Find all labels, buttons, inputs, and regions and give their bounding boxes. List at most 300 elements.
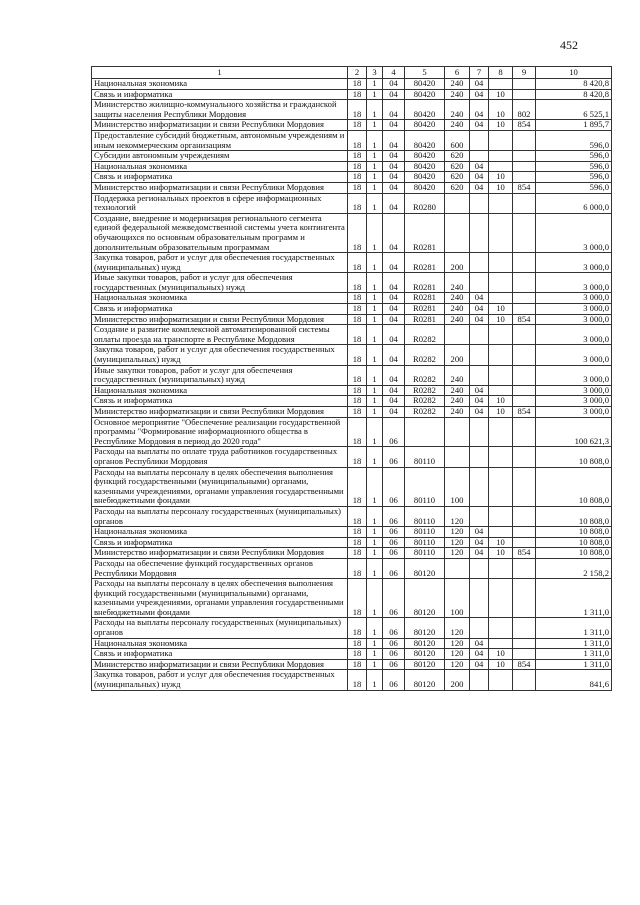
amount-cell: 10 808,0	[536, 506, 612, 526]
code-direction-cell: 80120	[405, 659, 445, 670]
code-direction-cell: 80110	[405, 447, 445, 467]
code-pr-cell	[489, 638, 513, 649]
code-vr-cell: 240	[445, 273, 470, 293]
code-grbs-cell	[513, 506, 536, 526]
code-pr-cell	[489, 506, 513, 526]
code-vr-cell: 200	[445, 670, 470, 690]
code-pr-cell: 10	[489, 182, 513, 193]
code-rz-cell: 04	[470, 172, 489, 183]
code-direction-cell: 80110	[405, 548, 445, 559]
code-gp-cell: 18	[348, 618, 367, 638]
code-om-cell: 06	[383, 558, 405, 578]
code-om-cell: 04	[383, 396, 405, 407]
code-direction-cell: 80110	[405, 527, 445, 538]
code-rz-cell	[470, 506, 489, 526]
amount-cell: 3 000,0	[536, 396, 612, 407]
row-name-cell: Расходы на выплаты персоналу в целях обеспечения выполнения функций государственными (муниципальными) органами, казенными учреждениями, органами управления государственными внебюджетными фондами	[92, 467, 348, 506]
code-vr-cell: 120	[445, 618, 470, 638]
code-gp-cell: 18	[348, 273, 367, 293]
column-header-7: 7	[470, 67, 489, 79]
code-vr-cell	[445, 325, 470, 345]
amount-cell: 596,0	[536, 161, 612, 172]
page-number: 452	[560, 38, 578, 52]
code-gp-cell: 18	[348, 537, 367, 548]
code-om-cell: 04	[383, 385, 405, 396]
code-vr-cell: 120	[445, 548, 470, 559]
row-name-cell: Закупка товаров, работ и услуг для обеспечения государственных (муниципальных) нужд	[92, 345, 348, 365]
code-vr-cell: 120	[445, 638, 470, 649]
code-rz-cell	[470, 151, 489, 162]
row-name-cell: Предоставление субсидий бюджетным, автономным учреждениям и иным некоммерческим организациям	[92, 130, 348, 150]
amount-cell: 3 000,0	[536, 213, 612, 252]
code-grbs-cell	[513, 670, 536, 690]
code-om-cell: 06	[383, 548, 405, 559]
code-pgp-cell: 1	[367, 304, 383, 315]
code-pgp-cell: 1	[367, 506, 383, 526]
code-pgp-cell: 1	[367, 273, 383, 293]
code-grbs-cell	[513, 89, 536, 100]
row-name-cell: Министерство информатизации и связи Республики Мордовия	[92, 314, 348, 325]
table-row	[92, 325, 612, 345]
code-om-cell: 04	[383, 314, 405, 325]
code-om-cell: 04	[383, 407, 405, 418]
row-name-cell: Национальная экономика	[92, 638, 348, 649]
code-grbs-cell	[513, 161, 536, 172]
code-pgp-cell: 1	[367, 79, 383, 90]
row-name-cell: Министерство информатизации и связи Республики Мордовия	[92, 120, 348, 131]
code-om-cell: 04	[383, 304, 405, 315]
table-body	[92, 79, 612, 691]
amount-cell: 3 000,0	[536, 365, 612, 385]
amount-cell: 1 311,0	[536, 649, 612, 660]
code-pr-cell: 10	[489, 407, 513, 418]
code-vr-cell: 240	[445, 79, 470, 90]
code-pgp-cell: 1	[367, 558, 383, 578]
code-rz-cell: 04	[470, 161, 489, 172]
code-vr-cell: 600	[445, 130, 470, 150]
code-direction-cell: R0282	[405, 407, 445, 418]
table-row	[92, 161, 612, 172]
code-gp-cell: 18	[348, 467, 367, 506]
code-direction-cell: R0280	[405, 193, 445, 213]
code-pr-cell: 10	[489, 89, 513, 100]
code-rz-cell: 04	[470, 548, 489, 559]
amount-cell: 10 808,0	[536, 447, 612, 467]
code-pr-cell	[489, 253, 513, 273]
code-vr-cell: 240	[445, 304, 470, 315]
code-direction-cell: 80120	[405, 638, 445, 649]
code-vr-cell: 240	[445, 89, 470, 100]
code-om-cell: 04	[383, 79, 405, 90]
code-vr-cell: 240	[445, 314, 470, 325]
code-grbs-cell	[513, 618, 536, 638]
code-grbs-cell	[513, 638, 536, 649]
code-pgp-cell: 1	[367, 447, 383, 467]
code-pgp-cell: 1	[367, 649, 383, 660]
code-pr-cell: 10	[489, 649, 513, 660]
amount-cell: 1 311,0	[536, 659, 612, 670]
table-row	[92, 314, 612, 325]
code-om-cell: 06	[383, 467, 405, 506]
code-direction-cell: R0282	[405, 345, 445, 365]
code-pgp-cell: 1	[367, 325, 383, 345]
code-rz-cell	[470, 417, 489, 447]
amount-cell: 1 895,7	[536, 120, 612, 131]
code-direction-cell: 80120	[405, 649, 445, 660]
table-row	[92, 193, 612, 213]
code-pr-cell	[489, 558, 513, 578]
code-pgp-cell: 1	[367, 314, 383, 325]
code-om-cell: 04	[383, 100, 405, 120]
table-row	[92, 120, 612, 131]
code-gp-cell: 18	[348, 89, 367, 100]
code-pr-cell	[489, 161, 513, 172]
table-row	[92, 527, 612, 538]
code-pgp-cell: 1	[367, 670, 383, 690]
row-name-cell: Основное мероприятие "Обеспечение реализации государственной программы "Формирование информационного общества в Республике Мордовия в период до 2020 года"	[92, 417, 348, 447]
amount-cell: 3 000,0	[536, 273, 612, 293]
code-rz-cell: 04	[470, 396, 489, 407]
code-direction-cell: R0282	[405, 365, 445, 385]
code-grbs-cell	[513, 417, 536, 447]
column-header-3: 3	[367, 67, 383, 79]
column-header-9: 9	[513, 67, 536, 79]
code-rz-cell	[470, 558, 489, 578]
code-vr-cell: 120	[445, 649, 470, 660]
code-gp-cell: 18	[348, 293, 367, 304]
amount-cell: 3 000,0	[536, 293, 612, 304]
code-om-cell: 04	[383, 273, 405, 293]
code-grbs-cell	[513, 151, 536, 162]
amount-cell: 3 000,0	[536, 385, 612, 396]
code-om-cell: 06	[383, 579, 405, 618]
code-pr-cell	[489, 325, 513, 345]
code-om-cell: 04	[383, 325, 405, 345]
table-row	[92, 345, 612, 365]
code-direction-cell: 80120	[405, 618, 445, 638]
column-header-1: 1	[92, 67, 348, 79]
code-gp-cell: 18	[348, 253, 367, 273]
code-pr-cell	[489, 467, 513, 506]
code-om-cell: 06	[383, 638, 405, 649]
table-row	[92, 506, 612, 526]
code-grbs-cell	[513, 558, 536, 578]
code-direction-cell: 80110	[405, 506, 445, 526]
code-pgp-cell: 1	[367, 618, 383, 638]
code-grbs-cell	[513, 579, 536, 618]
code-pgp-cell: 1	[367, 100, 383, 120]
code-direction-cell: R0282	[405, 396, 445, 407]
code-gp-cell: 18	[348, 193, 367, 213]
code-vr-cell: 240	[445, 293, 470, 304]
code-direction-cell: R0281	[405, 293, 445, 304]
amount-cell: 3 000,0	[536, 314, 612, 325]
code-pr-cell: 10	[489, 172, 513, 183]
code-rz-cell: 04	[470, 100, 489, 120]
code-vr-cell: 240	[445, 396, 470, 407]
code-pgp-cell: 1	[367, 638, 383, 649]
code-om-cell: 06	[383, 527, 405, 538]
table-row	[92, 172, 612, 183]
code-pr-cell	[489, 273, 513, 293]
code-direction-cell: R0281	[405, 273, 445, 293]
code-gp-cell: 18	[348, 659, 367, 670]
code-vr-cell: 620	[445, 172, 470, 183]
table-row	[92, 151, 612, 162]
code-pgp-cell: 1	[367, 89, 383, 100]
budget-table	[91, 66, 612, 691]
row-name-cell: Расходы на выплаты по оплате труда работников государственных органов Республики Мордовия	[92, 447, 348, 467]
code-grbs-cell	[513, 345, 536, 365]
code-om-cell: 04	[383, 213, 405, 252]
code-pgp-cell: 1	[367, 293, 383, 304]
table-row	[92, 79, 612, 90]
code-direction-cell: R0281	[405, 213, 445, 252]
code-grbs-cell	[513, 79, 536, 90]
table-header-row	[92, 67, 612, 79]
amount-cell: 1 311,0	[536, 579, 612, 618]
code-vr-cell: 100	[445, 467, 470, 506]
amount-cell: 596,0	[536, 151, 612, 162]
code-pr-cell	[489, 130, 513, 150]
code-gp-cell: 18	[348, 365, 367, 385]
row-name-cell: Связь и информатика	[92, 396, 348, 407]
code-rz-cell	[470, 193, 489, 213]
code-direction-cell: R0281	[405, 253, 445, 273]
row-name-cell: Связь и информатика	[92, 304, 348, 315]
code-gp-cell: 18	[348, 407, 367, 418]
code-grbs-cell	[513, 130, 536, 150]
amount-cell: 10 808,0	[536, 467, 612, 506]
column-header-8: 8	[489, 67, 513, 79]
code-direction-cell: R0282	[405, 385, 445, 396]
table-row	[92, 253, 612, 273]
code-pgp-cell: 1	[367, 182, 383, 193]
code-om-cell: 06	[383, 537, 405, 548]
code-grbs-cell	[513, 527, 536, 538]
code-rz-cell: 04	[470, 407, 489, 418]
row-name-cell: Закупка товаров, работ и услуг для обеспечения государственных (муниципальных) нужд	[92, 670, 348, 690]
code-pr-cell: 10	[489, 659, 513, 670]
code-direction-cell: 80420	[405, 89, 445, 100]
table-row	[92, 467, 612, 506]
table-row	[92, 579, 612, 618]
amount-cell: 3 000,0	[536, 304, 612, 315]
code-pgp-cell: 1	[367, 659, 383, 670]
row-name-cell: Связь и информатика	[92, 89, 348, 100]
code-direction-cell: 80420	[405, 79, 445, 90]
code-om-cell: 06	[383, 649, 405, 660]
code-direction-cell: 80420	[405, 100, 445, 120]
code-rz-cell	[470, 345, 489, 365]
code-gp-cell: 18	[348, 100, 367, 120]
code-rz-cell	[470, 130, 489, 150]
code-om-cell: 06	[383, 670, 405, 690]
code-rz-cell	[470, 213, 489, 252]
amount-cell: 3 000,0	[536, 253, 612, 273]
code-om-cell: 04	[383, 151, 405, 162]
code-pgp-cell: 1	[367, 193, 383, 213]
code-om-cell: 06	[383, 506, 405, 526]
code-pr-cell	[489, 385, 513, 396]
table-row	[92, 385, 612, 396]
amount-cell: 6 000,0	[536, 193, 612, 213]
code-rz-cell	[470, 579, 489, 618]
column-header-2: 2	[348, 67, 367, 79]
code-om-cell: 04	[383, 193, 405, 213]
code-pgp-cell: 1	[367, 151, 383, 162]
code-gp-cell: 18	[348, 151, 367, 162]
amount-cell: 596,0	[536, 172, 612, 183]
row-name-cell: Связь и информатика	[92, 537, 348, 548]
code-vr-cell: 620	[445, 161, 470, 172]
code-direction-cell: 80120	[405, 670, 445, 690]
code-vr-cell: 620	[445, 151, 470, 162]
table-row	[92, 659, 612, 670]
code-pgp-cell: 1	[367, 172, 383, 183]
amount-cell: 6 525,1	[536, 100, 612, 120]
code-rz-cell: 04	[470, 314, 489, 325]
code-pr-cell: 10	[489, 100, 513, 120]
code-om-cell: 04	[383, 161, 405, 172]
table-row	[92, 293, 612, 304]
column-header-10: 10	[536, 67, 612, 79]
code-pgp-cell: 1	[367, 527, 383, 538]
code-om-cell: 04	[383, 345, 405, 365]
code-pgp-cell: 1	[367, 417, 383, 447]
row-name-cell: Иные закупки товаров, работ и услуг для обеспечения государственных (муниципальных) нужд	[92, 365, 348, 385]
code-rz-cell: 04	[470, 649, 489, 660]
code-direction-cell: 80120	[405, 579, 445, 618]
code-grbs-cell	[513, 273, 536, 293]
code-pgp-cell: 1	[367, 365, 383, 385]
code-grbs-cell: 802	[513, 100, 536, 120]
code-gp-cell: 18	[348, 638, 367, 649]
code-grbs-cell	[513, 385, 536, 396]
code-vr-cell	[445, 417, 470, 447]
code-pgp-cell: 1	[367, 345, 383, 365]
code-rz-cell: 04	[470, 659, 489, 670]
code-vr-cell: 240	[445, 120, 470, 131]
amount-cell: 1 311,0	[536, 618, 612, 638]
amount-cell: 596,0	[536, 182, 612, 193]
code-vr-cell	[445, 193, 470, 213]
code-rz-cell: 04	[470, 120, 489, 131]
code-vr-cell	[445, 213, 470, 252]
code-grbs-cell	[513, 172, 536, 183]
row-name-cell: Министерство информатизации и связи Республики Мордовия	[92, 407, 348, 418]
amount-cell: 10 808,0	[536, 548, 612, 559]
code-gp-cell: 18	[348, 527, 367, 538]
code-rz-cell: 04	[470, 304, 489, 315]
code-pgp-cell: 1	[367, 120, 383, 131]
code-pr-cell	[489, 193, 513, 213]
row-name-cell: Национальная экономика	[92, 79, 348, 90]
code-gp-cell: 18	[348, 506, 367, 526]
code-grbs-cell	[513, 537, 536, 548]
code-gp-cell: 18	[348, 670, 367, 690]
table-row	[92, 417, 612, 447]
code-pr-cell	[489, 365, 513, 385]
amount-cell: 3 000,0	[536, 345, 612, 365]
code-direction-cell: 80120	[405, 558, 445, 578]
code-vr-cell	[445, 558, 470, 578]
code-grbs-cell	[513, 365, 536, 385]
code-rz-cell	[470, 273, 489, 293]
code-rz-cell: 04	[470, 385, 489, 396]
code-grbs-cell	[513, 304, 536, 315]
table-row	[92, 649, 612, 660]
code-grbs-cell	[513, 213, 536, 252]
amount-cell: 10 808,0	[536, 537, 612, 548]
code-pr-cell	[489, 293, 513, 304]
code-gp-cell: 18	[348, 385, 367, 396]
table-row	[92, 304, 612, 315]
code-gp-cell: 18	[348, 79, 367, 90]
code-direction-cell: R0281	[405, 314, 445, 325]
code-pr-cell: 10	[489, 548, 513, 559]
code-rz-cell	[470, 670, 489, 690]
code-om-cell: 04	[383, 172, 405, 183]
column-header-4: 4	[383, 67, 405, 79]
code-direction-cell: 80110	[405, 537, 445, 548]
row-name-cell: Министерство жилищно-коммунального хозяйства и гражданской защиты населения Республики Мордовия	[92, 100, 348, 120]
code-pr-cell	[489, 213, 513, 252]
code-gp-cell: 18	[348, 417, 367, 447]
code-grbs-cell	[513, 253, 536, 273]
row-name-cell: Расходы на выплаты персоналу государственных (муниципальных) органов	[92, 618, 348, 638]
table-row	[92, 618, 612, 638]
code-direction-cell: 80420	[405, 151, 445, 162]
code-pr-cell: 10	[489, 304, 513, 315]
code-vr-cell: 200	[445, 345, 470, 365]
code-grbs-cell	[513, 649, 536, 660]
code-vr-cell: 240	[445, 100, 470, 120]
code-gp-cell: 18	[348, 120, 367, 131]
code-pr-cell: 10	[489, 120, 513, 131]
code-vr-cell	[445, 447, 470, 467]
code-pr-cell	[489, 670, 513, 690]
row-name-cell: Министерство информатизации и связи Республики Мордовия	[92, 548, 348, 559]
code-gp-cell: 18	[348, 558, 367, 578]
row-name-cell: Закупка товаров, работ и услуг для обеспечения государственных (муниципальных) нужд	[92, 253, 348, 273]
amount-cell: 596,0	[536, 130, 612, 150]
code-om-cell: 04	[383, 293, 405, 304]
code-vr-cell: 120	[445, 506, 470, 526]
code-om-cell: 06	[383, 417, 405, 447]
code-grbs-cell: 854	[513, 407, 536, 418]
code-rz-cell	[470, 325, 489, 345]
code-gp-cell: 18	[348, 548, 367, 559]
code-direction-cell: 80420	[405, 130, 445, 150]
code-rz-cell: 04	[470, 79, 489, 90]
code-om-cell: 06	[383, 659, 405, 670]
amount-cell: 1 311,0	[536, 638, 612, 649]
code-gp-cell: 18	[348, 314, 367, 325]
code-om-cell: 04	[383, 89, 405, 100]
code-rz-cell: 04	[470, 527, 489, 538]
code-om-cell: 04	[383, 182, 405, 193]
code-grbs-cell	[513, 447, 536, 467]
row-name-cell: Связь и информатика	[92, 172, 348, 183]
row-name-cell: Национальная экономика	[92, 161, 348, 172]
amount-cell: 8 420,8	[536, 89, 612, 100]
code-gp-cell: 18	[348, 396, 367, 407]
table-row	[92, 396, 612, 407]
code-pgp-cell: 1	[367, 407, 383, 418]
table-row	[92, 365, 612, 385]
table-row	[92, 670, 612, 690]
